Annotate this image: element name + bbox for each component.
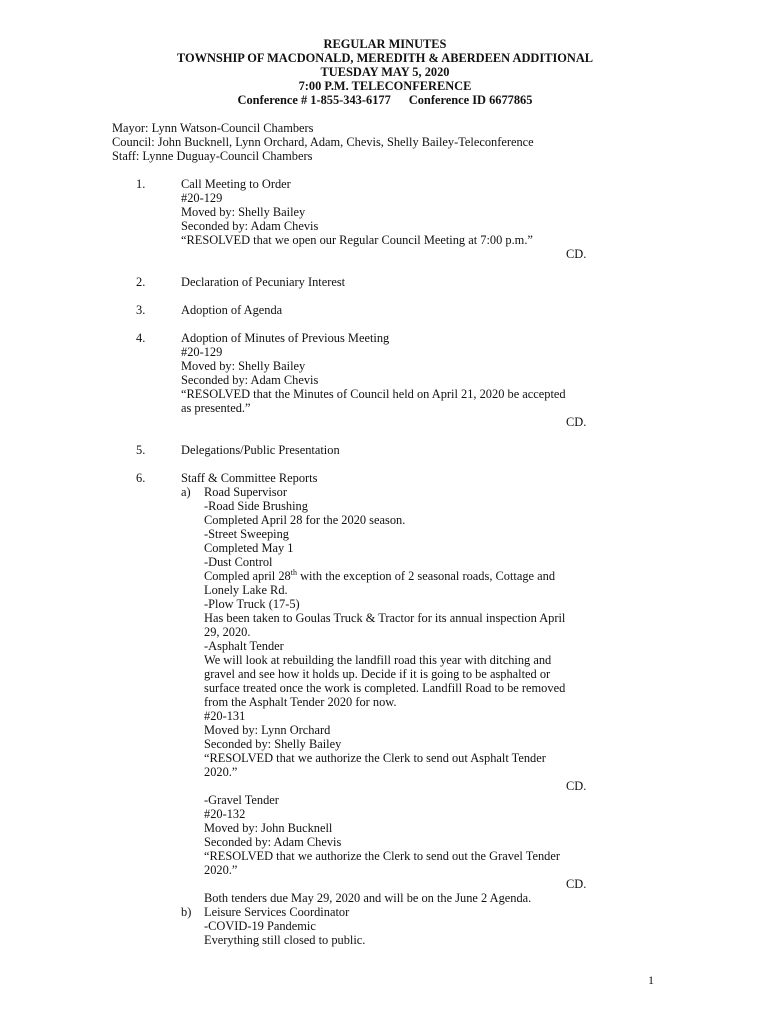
item-title: Call Meeting to Order	[181, 177, 291, 191]
report-line: surface treated once the work is completed. Landfill Road to be removed	[204, 681, 566, 695]
report-line: from the Asphalt Tender 2020 for now.	[204, 695, 397, 709]
report-line: Lonely Lake Rd.	[204, 583, 288, 597]
attendance-staff: Staff: Lynne Duguay-Council Chambers	[112, 149, 313, 163]
carried-mark: CD.	[566, 877, 587, 891]
carried-mark: CD.	[566, 247, 587, 261]
resolution-text: 2020.”	[204, 765, 238, 779]
report-line: -Plow Truck (17-5)	[204, 597, 300, 611]
motion-number: #20-132	[204, 807, 246, 821]
report-line: -Asphalt Tender	[204, 639, 284, 653]
item-number: 6.	[136, 471, 146, 485]
resolution-text: 2020.”	[204, 863, 238, 877]
report-line: -Dust Control	[204, 555, 273, 569]
township-name: TOWNSHIP OF MACDONALD, MEREDITH & ABERDEEN ADDITIONAL	[176, 51, 594, 65]
resolution-text: “RESOLVED that we authorize the Clerk to send out Asphalt Tender	[204, 751, 546, 765]
document-title: REGULAR MINUTES	[323, 37, 447, 51]
minutes-header	[0, 37, 770, 107]
report-line: Completed May 1	[204, 541, 294, 555]
resolution-text: “RESOLVED that the Minutes of Council held on April 21, 2020 be accepted	[181, 387, 566, 401]
carried-mark: CD.	[566, 779, 587, 793]
item-number: 5.	[136, 443, 146, 457]
report-line: Everything still closed to public.	[204, 933, 366, 947]
report-line: -Street Sweeping	[204, 527, 289, 541]
seconded-by: Seconded by: Shelly Bailey	[204, 737, 342, 751]
resolution-text: as presented.”	[181, 401, 251, 415]
conference-number: Conference # 1-855-343-6177	[237, 93, 391, 107]
item-number: 2.	[136, 275, 146, 289]
conference-info	[0, 93, 770, 107]
motion-number: #20-131	[204, 709, 246, 723]
resolution-text: “RESOLVED that we open our Regular Council Meeting at 7:00 p.m.”	[181, 233, 533, 247]
seconded-by: Seconded by: Adam Chevis	[181, 373, 319, 387]
ordinal-suffix: th	[290, 568, 297, 577]
moved-by: Moved by: Shelly Bailey	[181, 359, 306, 373]
report-text: with the exception of 2 seasonal roads, Cottage and	[296, 569, 556, 583]
report-line: Has been taken to Goulas Truck & Tractor for its annual inspection April	[204, 611, 566, 625]
item-number: 4.	[136, 331, 146, 345]
item-number: 1.	[136, 177, 146, 191]
report-line: -Road Side Brushing	[204, 499, 308, 513]
item-title: Declaration of Pecuniary Interest	[181, 275, 346, 289]
motion-number: #20-129	[181, 345, 223, 359]
motion-number: #20-129	[181, 191, 223, 205]
item-number: 3.	[136, 303, 146, 317]
report-line: -Gravel Tender	[204, 793, 279, 807]
attendance	[112, 121, 534, 163]
report-line: We will look at rebuilding the landfill road this year with ditching and	[204, 653, 552, 667]
report-line: Completed April 28 for the 2020 season.	[204, 513, 406, 527]
subitem-marker: b)	[181, 905, 192, 919]
report-line: Both tenders due May 29, 2020 and will be on the June 2 Agenda.	[204, 891, 532, 905]
resolution-text: “RESOLVED that we authorize the Clerk to send out the Gravel Tender	[204, 849, 560, 863]
item-title: Delegations/Public Presentation	[181, 443, 340, 457]
report-text: Compled april 28	[204, 569, 291, 583]
report-line	[204, 569, 555, 583]
moved-by: Moved by: Shelly Bailey	[181, 205, 306, 219]
attendance-mayor: Mayor: Lynn Watson-Council Chambers	[112, 121, 314, 135]
item-title: Adoption of Minutes of Previous Meeting	[181, 331, 390, 345]
meeting-time: 7:00 P.M. TELECONFERENCE	[298, 79, 472, 93]
page-number: 1	[648, 973, 654, 987]
conference-id: Conference ID 6677865	[408, 93, 533, 107]
subitem-marker: a)	[181, 485, 191, 499]
item-title: Staff & Committee Reports	[181, 471, 318, 485]
carried-mark: CD.	[566, 415, 587, 429]
moved-by: Moved by: John Bucknell	[204, 821, 333, 835]
seconded-by: Seconded by: Adam Chevis	[181, 219, 319, 233]
subitem-title: Leisure Services Coordinator	[204, 905, 350, 919]
moved-by: Moved by: Lynn Orchard	[204, 723, 331, 737]
seconded-by: Seconded by: Adam Chevis	[204, 835, 342, 849]
report-line: 29, 2020.	[204, 625, 251, 639]
attendance-council: Council: John Bucknell, Lynn Orchard, Adam, Chevis, Shelly Bailey-Teleconference	[112, 135, 534, 149]
subitem-title: Road Supervisor	[204, 485, 287, 499]
item-title: Adoption of Agenda	[181, 303, 283, 317]
meeting-date: TUESDAY MAY 5, 2020	[320, 65, 450, 79]
report-line: -COVID-19 Pandemic	[204, 919, 316, 933]
report-line: gravel and see how it holds up. Decide if it is going to be asphalted or	[204, 667, 551, 681]
